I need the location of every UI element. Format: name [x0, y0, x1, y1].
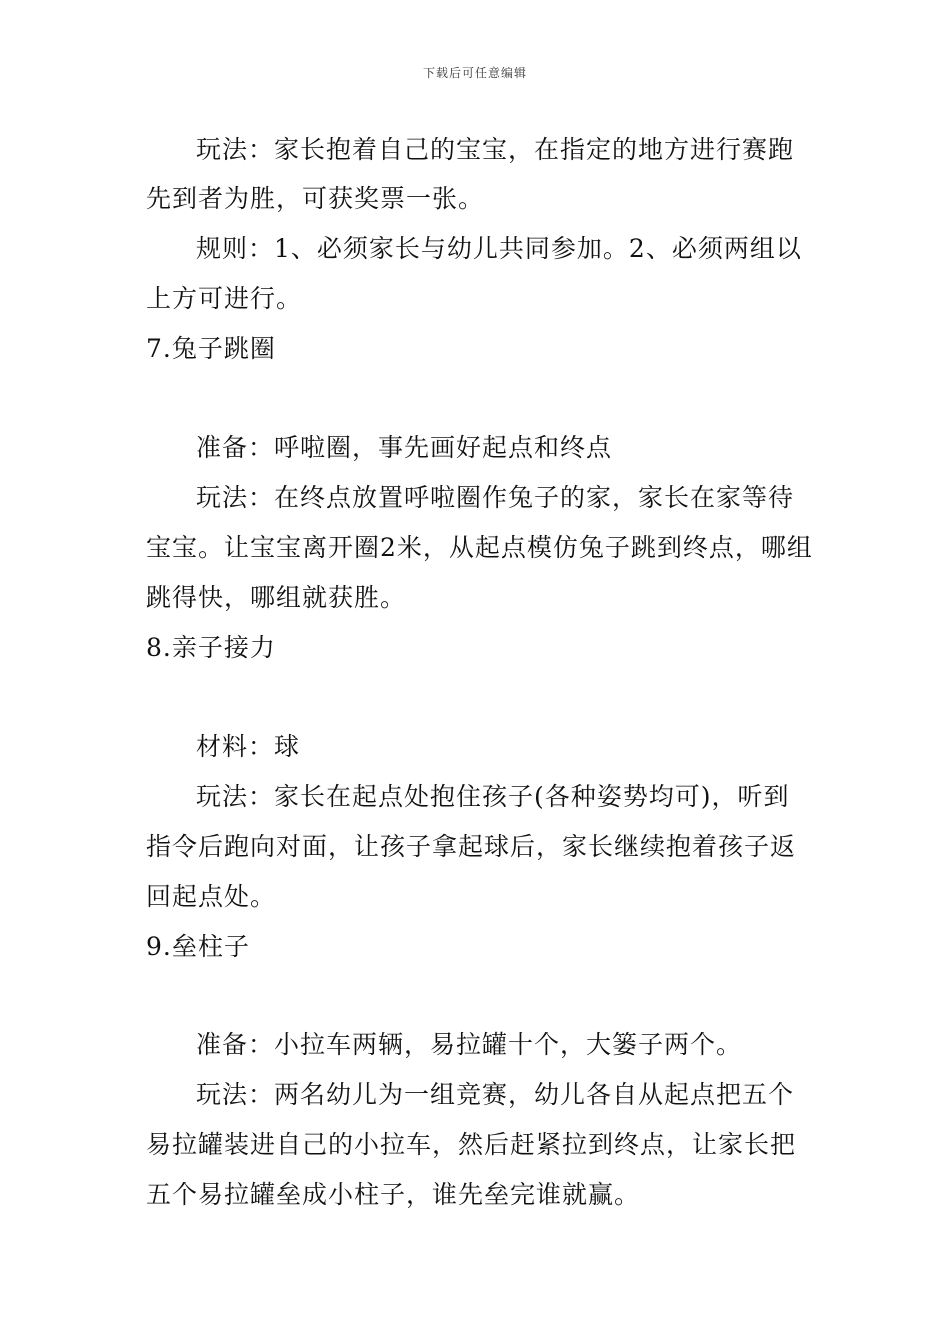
- paragraph-line: 准备：小拉车两辆，易拉罐十个，大篓子两个。: [196, 1030, 743, 1059]
- paragraph-line: 材料：球: [196, 732, 301, 761]
- paragraph-line: 上方可进行。: [146, 284, 303, 313]
- paragraph-line: 玩法：家长在起点处抱住孩子(各种姿势均可)，听到: [196, 782, 790, 811]
- paragraph-line: 跳得快，哪组就获胜。: [146, 583, 407, 612]
- paragraph-line: 玩法：两名幼儿为一组竞赛，幼儿各自从起点把五个: [196, 1080, 795, 1109]
- paragraph-line: 先到者为胜，可获奖票一张。: [146, 184, 485, 213]
- paragraph-line: 玩法：在终点放置呼啦圈作兔子的家，家长在家等待: [196, 483, 795, 512]
- paragraph-line: 易拉罐装进自己的小拉车，然后赶紧拉到终点，让家长把: [146, 1130, 797, 1159]
- section-heading: 9.垒柱子: [146, 932, 250, 961]
- paragraph-line: 回起点处。: [146, 882, 277, 911]
- paragraph-line: 玩法：家长抱着自己的宝宝，在指定的地方进行赛跑: [196, 135, 795, 164]
- paragraph-line: 五个易拉罐垒成小柱子，谁先垒完谁就赢。: [146, 1180, 641, 1209]
- paragraph-line: 指令后跑向对面，让孩子拿起球后，家长继续抱着孩子返: [146, 832, 797, 861]
- paragraph-line: 规则：1、必须家长与幼儿共同参加。2、必须两组以: [196, 234, 802, 263]
- section-heading: 7.兔子跳圈: [146, 334, 276, 363]
- paragraph-line: 准备：呼啦圈，事先画好起点和终点: [196, 433, 613, 462]
- header-note: 下载后可任意编辑: [422, 66, 527, 80]
- section-heading: 8.亲子接力: [146, 633, 276, 662]
- paragraph-line: 宝宝。让宝宝离开圈2米，从起点模仿兔子跳到终点，哪组: [146, 533, 813, 562]
